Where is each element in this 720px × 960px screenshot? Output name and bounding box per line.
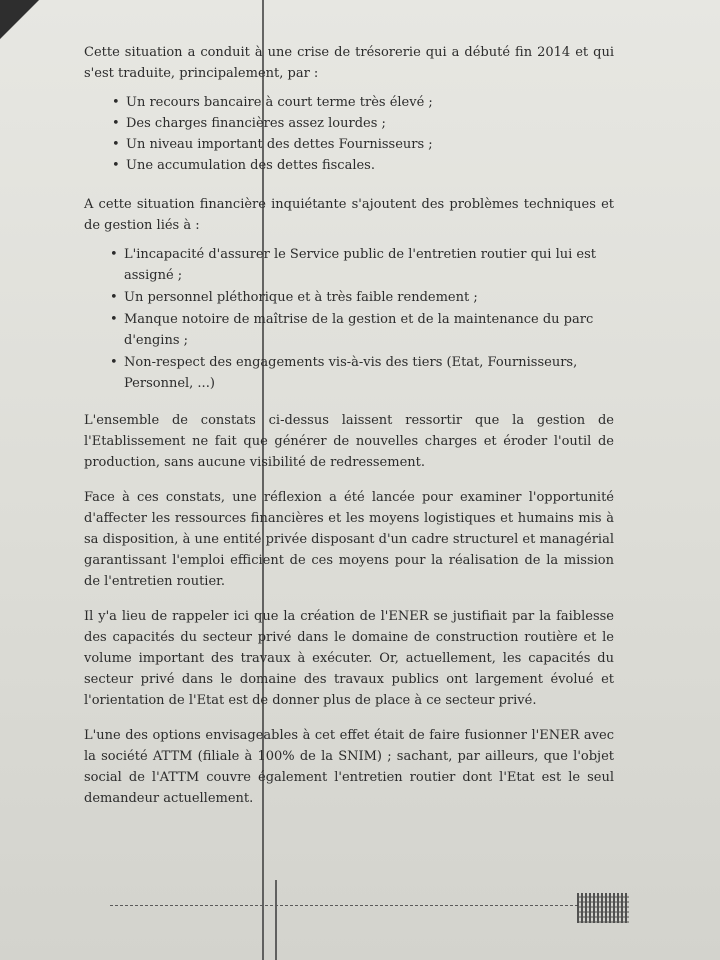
paragraph-treasury-crisis: Cette situation a conduit à une crise de trésorerie qui a débuté fin 2014 et qui s'est traduite, principalement, par : — [84, 45, 614, 81]
technical-issues-list — [84, 244, 614, 394]
paragraph-findings: L'ensemble de constats ci-dessus laissent ressortir que la gestion de l'Etablissement ne fait que générer de nouvelles charges et éroder l'outil de production, sans aucune visibilité de redressement. — [84, 413, 614, 470]
footer-rule — [110, 905, 578, 906]
list-item: • Manque notoire de maîtrise de la gestion et de la maintenance du parc d'engins ; — [110, 309, 614, 351]
document-body — [84, 42, 614, 823]
financial-issues-list — [84, 92, 614, 176]
list-item: • Des charges financières assez lourdes ; — [112, 113, 614, 134]
list-item: • Un niveau important des dettes Fournisseurs ; — [112, 134, 614, 155]
list-item: • Un recours bancaire à court terme très élevé ; — [112, 92, 614, 113]
list-item: • Une accumulation des dettes fiscales. — [112, 155, 614, 176]
folded-corner — [0, 0, 60, 50]
fold-line-bottom — [275, 880, 277, 960]
list-item: • L'incapacité d'assurer le Service public de l'entretien routier qui lui est assigné ; — [110, 244, 614, 286]
paragraph-technical-problems: A cette situation financière inquiétante s'ajoutent des problèmes techniques et de gestion liés à : — [84, 197, 614, 233]
paragraph-merger-option: L'une des options envisageables à cet effet était de faire fusionner l'ENER avec la société ATTM (filiale à 100% de la SNIM) ; sachant, par ailleurs, que l'objet social de l'ATTM couvre également l'entretien routier dont l'Etat est le seul demandeur actuellement. — [84, 728, 614, 806]
barcode-stamp — [577, 893, 629, 923]
paragraph-ener-history: Il y'a lieu de rappeler ici que la création de l'ENER se justifiait par la faiblesse des capacités du secteur privé dans le domaine de construction routière et le volume important des travaux à exécuter. Or, actuellement, les capacités du secteur privé dans le domaine des travaux publics ont largement évolué et l'orientation de l'Etat est de donner plus de place à ce secteur privé. — [84, 609, 614, 708]
list-item: • Non-respect des engagements vis-à-vis des tiers (Etat, Fournisseurs, Personnel, ...) — [110, 352, 614, 394]
paragraph-reflection: Face à ces constats, une réflexion a été lancée pour examiner l'opportunité d'affecter les ressources financières et les moyens logistiques et humains mis à sa disposition, à une entité privée disposant d'un cadre structurel et managérial garantissant l'emploi efficient de ces moyens pour la réalisation de la mission de l'entretien routier. — [84, 490, 614, 589]
list-item: • Un personnel pléthorique et à très faible rendement ; — [110, 287, 614, 308]
